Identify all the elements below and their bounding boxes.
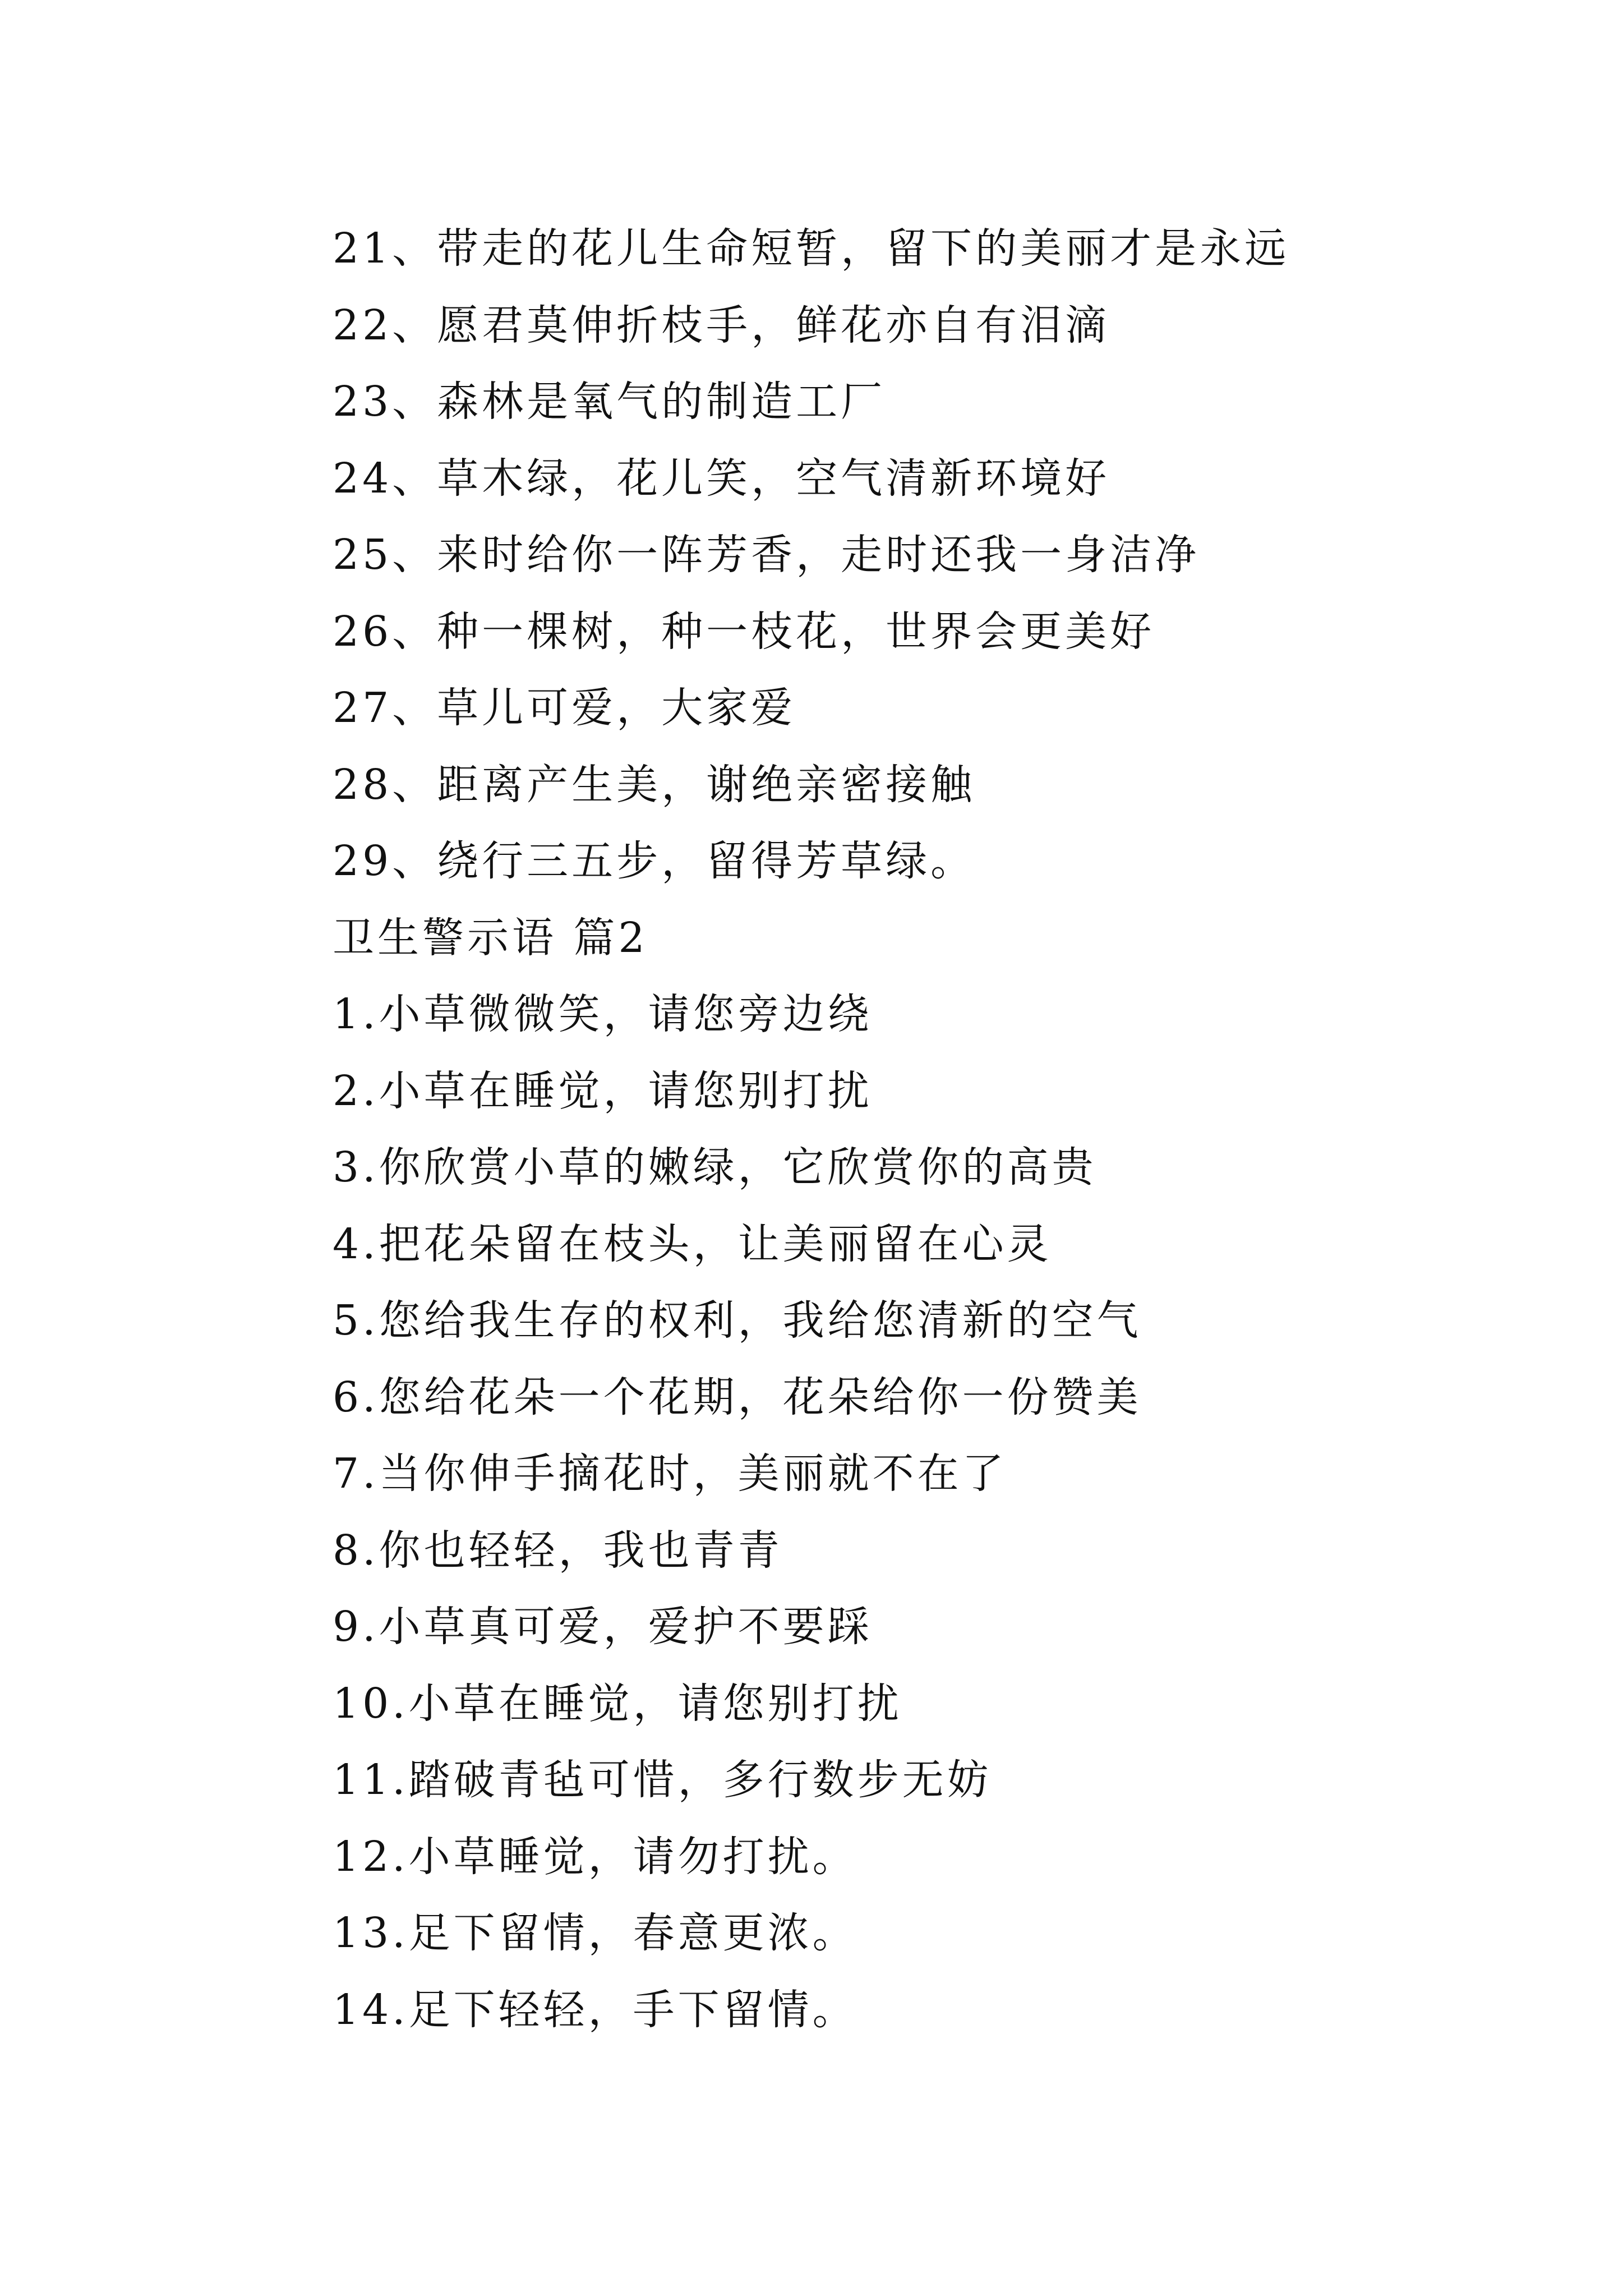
document-body	[333, 210, 1510, 2048]
list-item: 22、愿君莫伸折枝手，鲜花亦自有泪滴	[333, 301, 1110, 349]
list-item: 7.当你伸手摘花时，美丽就不在了	[333, 1450, 1007, 1498]
list-item: 14.足下轻轻，手下留情。	[333, 1985, 857, 2034]
list-item: 5.您给我生存的权利，我给您清新的空气	[333, 1296, 1142, 1345]
list-item: 25、来时给你一阵芳香，走时还我一身洁净	[333, 531, 1200, 579]
list-item: 9.小草真可爱，爱护不要踩	[333, 1603, 873, 1651]
list-item: 2.小草在睡觉，请您别打扰	[333, 1066, 873, 1115]
list-item: 3.你欣赏小草的嫩绿，它欣赏你的高贵	[333, 1143, 1097, 1191]
list-item: 26、种一棵树，种一枝花，世界会更美好	[333, 607, 1155, 656]
list-item: 24、草木绿，花儿笑，空气清新环境好	[333, 454, 1110, 503]
section-heading: 卫生警示语 篇2	[333, 913, 648, 962]
list-item: 27、草儿可爱，大家爱	[333, 684, 796, 732]
list-item: 10.小草在睡觉，请您别打扰	[333, 1679, 902, 1728]
list-item: 4.把花朵留在枝头，让美丽留在心灵	[333, 1220, 1052, 1268]
list-item: 13.足下留情，春意更浓。	[333, 1909, 857, 1957]
list-item: 12.小草睡觉，请勿打扰。	[333, 1832, 857, 1881]
list-item: 23、森林是氧气的制造工厂	[333, 378, 886, 426]
list-item: 6.您给花朵一个花期，花朵给你一份赞美	[333, 1373, 1142, 1421]
list-item: 1.小草微微笑，请您旁边绕	[333, 990, 873, 1038]
list-item: 28、距离产生美，谢绝亲密接触	[333, 760, 976, 809]
list-item: 21、带走的花儿生命短暂，留下的美丽才是永远	[333, 224, 1290, 273]
list-item: 29、绕行三五步，留得芳草绿。	[333, 837, 976, 885]
list-item: 11.踏破青毡可惜，多行数步无妨	[333, 1756, 992, 1804]
list-item: 8.你也轻轻，我也青青	[333, 1526, 783, 1575]
